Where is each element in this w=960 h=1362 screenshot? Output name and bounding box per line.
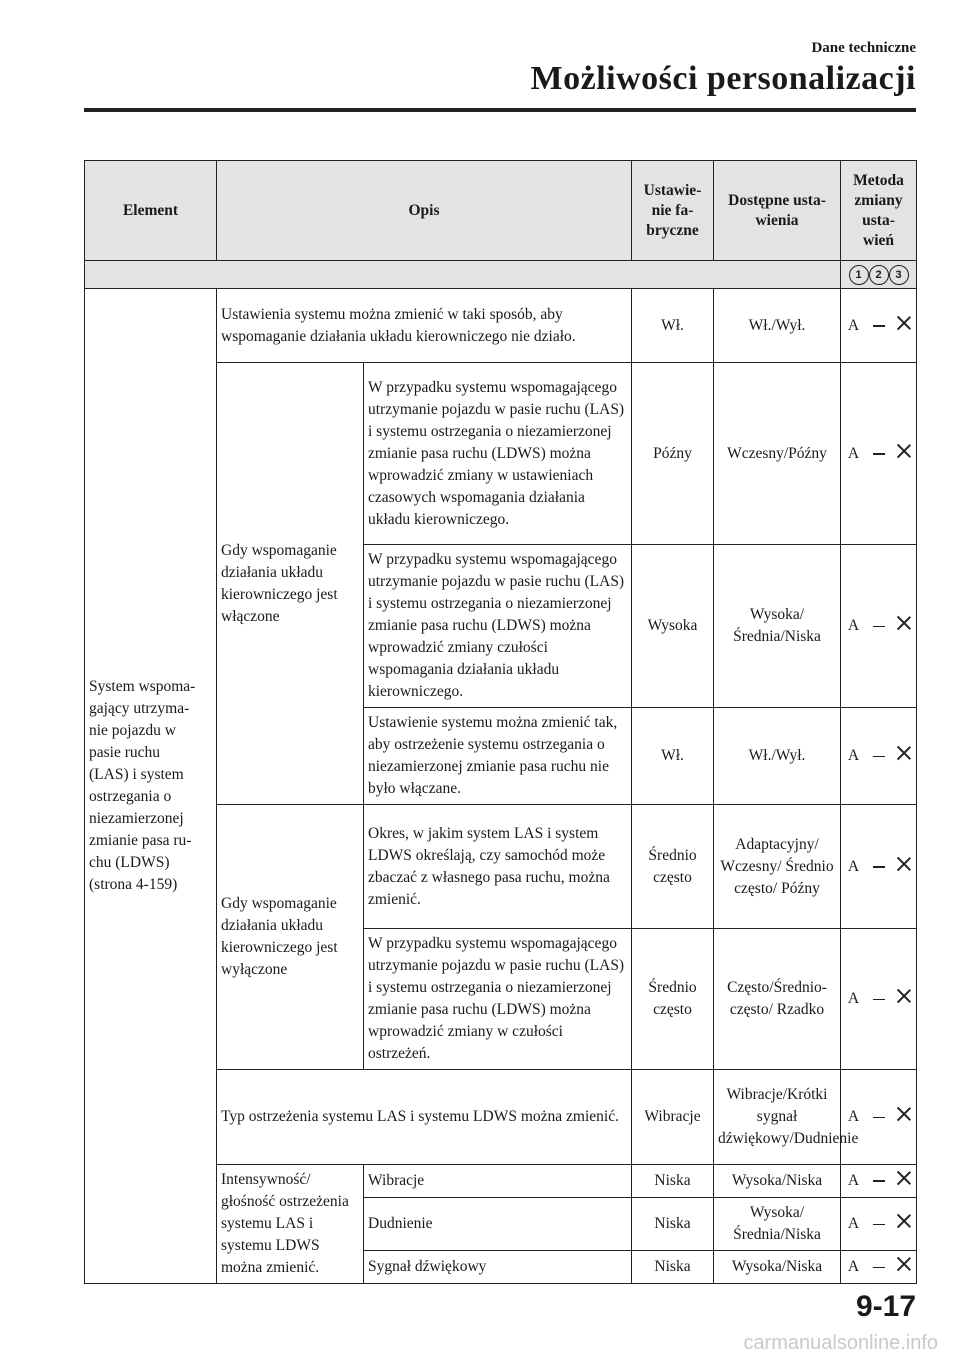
- dash-icon: [873, 453, 885, 455]
- method-cell: A: [841, 363, 917, 545]
- cross-icon: [897, 616, 911, 630]
- element-cell: System wspoma- gający utrzyma- nie pojazdu w pasie ruchu (LAS) i system ostrzegania o niezamierzonej zmianie pasa ru- chu (LDWS) (strona 4-159): [85, 289, 217, 1284]
- method-cell: A: [841, 805, 917, 929]
- available-cell: Wibracje/Krótki sygnał dźwiękowy/Dudnienie: [714, 1070, 841, 1165]
- dash-icon: [873, 325, 885, 327]
- dash-icon: [873, 626, 885, 628]
- available-cell: Wysoka/Niska: [714, 1251, 841, 1284]
- cross-icon: [897, 1171, 911, 1185]
- factory-cell: Wysoka: [632, 545, 714, 708]
- desc-cell: W przypadku systemu wspomagającego utrzymanie pojazdu w pasie ruchu (LAS) i systemu ostrzegania o niezamierzonej zmianie pasa ruchu (LDWS) można wprowadzić zmiany czułości wspomagania działania układu kierowniczego.: [364, 545, 632, 708]
- factory-cell: Wibracje: [632, 1070, 714, 1165]
- factory-cell: Późny: [632, 363, 714, 545]
- dash-icon: [873, 866, 885, 868]
- col-opis: Opis: [217, 161, 632, 261]
- method-numbers: [841, 261, 917, 289]
- cross-icon: [897, 316, 911, 330]
- table-row: [85, 289, 917, 363]
- dash-icon: [873, 1117, 885, 1119]
- number-3-icon: 3: [889, 265, 909, 285]
- available-cell: Wysoka/Niska: [714, 1165, 841, 1198]
- method-cell: A: [841, 289, 917, 363]
- cross-icon: [897, 857, 911, 871]
- watermark: carmanualsonline.info: [743, 1332, 938, 1354]
- page-title: Możliwości personalizacji: [530, 60, 916, 97]
- available-cell: Wysoka/Średnia/Niska: [714, 1197, 841, 1251]
- col-factory: Ustawie- nie fa- bryczne: [632, 161, 714, 261]
- cross-icon: [897, 1107, 911, 1121]
- dash-icon: [873, 1224, 885, 1226]
- desc-cell: Ustawienia systemu można zmienić w taki sposób, aby wspomaganie działania układu kierowniczego nie działo.: [217, 289, 632, 363]
- desc-cell: W przypadku systemu wspomagającego utrzymanie pojazdu w pasie ruchu (LAS) i systemu ostrzegania o niezamierzonej zmianie pasa ruchu (LDWS) można wprowadzić zmiany w ustawieniach czasowych wspomagania działania układu kierowniczego.: [364, 363, 632, 545]
- cross-icon: [897, 1214, 911, 1228]
- header-rule: [84, 108, 916, 112]
- desc-cell: Sygnał dźwiękowy: [364, 1251, 632, 1284]
- available-cell: Wczesny/Późny: [714, 363, 841, 545]
- factory-cell: Średnio często: [632, 929, 714, 1070]
- available-cell: Adaptacyjny/ Wczesny/ Średnio często/ Późny: [714, 805, 841, 929]
- sub-element-cell: Gdy wspomaganie działania układu kierowniczego jest wyłączone: [217, 805, 364, 1070]
- available-cell: Wł./Wył.: [714, 289, 841, 363]
- dash-icon: [873, 999, 885, 1001]
- method-cell: A: [841, 1165, 917, 1198]
- available-cell: Wysoka/Średnia/Niska: [714, 545, 841, 708]
- available-cell: Wł./Wył.: [714, 708, 841, 805]
- cross-icon: [897, 989, 911, 1003]
- method-cell: A: [841, 708, 917, 805]
- method-cell: A: [841, 1070, 917, 1165]
- method-cell: A: [841, 545, 917, 708]
- factory-cell: Niska: [632, 1165, 714, 1198]
- number-1-icon: 1: [849, 265, 869, 285]
- sub-element-cell: Intensywność/ głośność ostrzeżenia systemu LAS i systemu LDWS można zmienić.: [217, 1165, 364, 1284]
- desc-cell: W przypadku systemu wspomagającego utrzymanie pojazdu w pasie ruchu (LAS) i systemu ostrzegania o niezamierzonej zmianie pasa ruchu (LDWS) można wprowadzić zmiany w czułości ostrzeżeń.: [364, 929, 632, 1070]
- col-element: Element: [85, 161, 217, 261]
- factory-cell: Średnio często: [632, 805, 714, 929]
- page-number: 9-17: [855, 1290, 916, 1323]
- cross-icon: [897, 444, 911, 458]
- available-cell: Często/Średnio-często/ Rzadko: [714, 929, 841, 1070]
- cross-icon: [897, 1257, 911, 1271]
- dash-icon: [873, 1267, 885, 1269]
- desc-cell: Okres, w jakim system LAS i system LDWS określają, czy samochód może zbaczać z własnego pasa ruchu, można zmienić.: [364, 805, 632, 929]
- dash-icon: [873, 756, 885, 758]
- sub-element-cell: Gdy wspomaganie działania układu kierowniczego jest włączone: [217, 363, 364, 805]
- factory-cell: Niska: [632, 1197, 714, 1251]
- factory-cell: Wł.: [632, 708, 714, 805]
- method-cell: A: [841, 1251, 917, 1284]
- settings-table: [84, 160, 917, 1284]
- method-sub-spacer: [85, 261, 841, 289]
- number-2-icon: 2: [869, 265, 889, 285]
- factory-cell: Wł.: [632, 289, 714, 363]
- method-cell: A: [841, 1197, 917, 1251]
- desc-cell: Typ ostrzeżenia systemu LAS i systemu LDWS można zmienić.: [217, 1070, 632, 1165]
- section-label: Dane techniczne: [811, 40, 916, 56]
- desc-cell: Dudnienie: [364, 1197, 632, 1251]
- factory-cell: Niska: [632, 1251, 714, 1284]
- method-cell: A: [841, 929, 917, 1070]
- cross-icon: [897, 746, 911, 760]
- desc-cell: Ustawienie systemu można zmienić tak, aby ostrzeżenie systemu ostrzegania o niezamierzonej zmianie pasa ruchu nie było włączane.: [364, 708, 632, 805]
- dash-icon: [873, 1180, 885, 1182]
- col-available: Dostępne usta- wienia: [714, 161, 841, 261]
- col-method: Metoda zmiany usta- wień: [841, 161, 917, 261]
- desc-cell: Wibracje: [364, 1165, 632, 1198]
